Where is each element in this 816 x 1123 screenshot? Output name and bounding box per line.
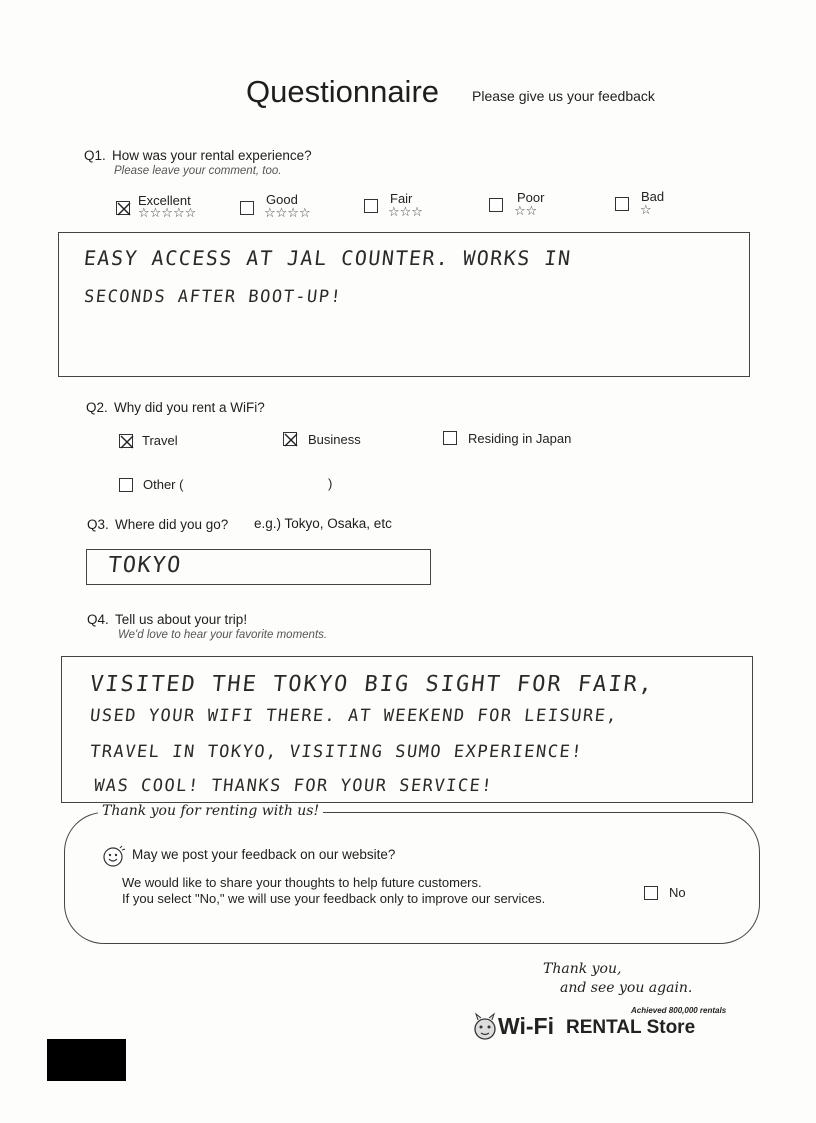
q4-answer-line-3: TRAVEL IN TOKYO, VISITING SUMO EXPERIENCE! xyxy=(88,742,584,762)
logo-rental-store: RENTAL Store xyxy=(566,1017,696,1038)
consent-no-checkbox[interactable] xyxy=(644,886,658,900)
handwritten-thanks-note: Thank you for renting with us! xyxy=(98,803,323,819)
consent-no-label: No xyxy=(669,885,686,900)
q1-excellent-label: Excellent xyxy=(138,193,191,208)
logo-tagline: Achieved 800,000 rentals xyxy=(631,1006,727,1015)
q4-answer-line-2: USED YOUR WIFI THERE. AT WEEKEND FOR LEISURE, xyxy=(88,706,620,726)
q2-travel-checkbox[interactable] xyxy=(119,434,133,448)
q1-hint: Please leave your comment, too. xyxy=(114,165,282,177)
page-title: Questionnaire xyxy=(246,74,440,109)
consent-line-2: If you select "No," we will use your feedback only to improve our services. xyxy=(122,891,546,906)
q3-question: Where did you go? xyxy=(115,517,229,532)
q1-bad-stars: ☆ xyxy=(640,203,652,218)
q1-fair-checkbox[interactable] xyxy=(364,199,378,213)
q1-poor-label: Poor xyxy=(517,190,545,205)
q1-comment-line-1: EASY ACCESS AT JAL COUNTER. WORKS IN xyxy=(82,246,573,270)
q3-answer: TOKYO xyxy=(106,553,184,578)
q2-residing-label: Residing in Japan xyxy=(468,431,572,446)
q3-example: e.g.) Tokyo, Osaka, etc xyxy=(254,516,392,531)
logo-wifi: Wi-Fi xyxy=(498,1013,554,1039)
smiley-face-icon xyxy=(100,844,126,868)
redaction-block xyxy=(47,1039,126,1081)
q1-bad-checkbox[interactable] xyxy=(615,197,629,211)
q1-excellent-checkbox[interactable] xyxy=(116,201,130,215)
q4-number: Q4. xyxy=(87,612,109,627)
q4-question: Tell us about your trip! xyxy=(115,612,248,627)
q1-fair-label: Fair xyxy=(390,191,413,206)
q1-fair-stars: ☆☆☆ xyxy=(388,205,423,220)
q2-residing-checkbox[interactable] xyxy=(443,431,457,445)
q4-hint: We'd love to hear your favorite moments. xyxy=(118,629,328,641)
consent-question: May we post your feedback on our website? xyxy=(132,847,396,862)
q1-good-checkbox[interactable] xyxy=(240,201,254,215)
q1-bad-label: Bad xyxy=(641,189,665,204)
q4-answer-line-4: WAS COOL! THANKS FOR YOUR SERVICE! xyxy=(92,776,495,796)
handwritten-thank-you: Thank you, xyxy=(543,961,622,977)
check-x-icon xyxy=(119,434,135,450)
q2-question: Why did you rent a WiFi? xyxy=(114,400,265,415)
q2-other-close: ) xyxy=(328,476,333,491)
q2-other-checkbox[interactable] xyxy=(119,478,133,492)
q2-business-label: Business xyxy=(308,432,361,447)
q1-number: Q1. xyxy=(84,148,106,163)
q1-good-stars: ☆☆☆☆ xyxy=(264,206,311,221)
page-subtitle: Please give us your feedback xyxy=(472,88,655,104)
q2-business-checkbox[interactable] xyxy=(283,432,297,446)
q3-number: Q3. xyxy=(87,517,109,532)
check-x-icon xyxy=(116,201,132,217)
check-x-icon xyxy=(283,432,299,448)
q1-excellent-stars: ☆☆☆☆☆ xyxy=(138,206,197,221)
q2-other-label: Other ( xyxy=(143,477,184,492)
q2-number: Q2. xyxy=(86,400,108,415)
mascot-logo-icon xyxy=(472,1012,498,1042)
handwritten-see-you-again: and see you again. xyxy=(560,980,693,996)
q4-answer-line-1: VISITED THE TOKYO BIG SIGHT FOR FAIR, xyxy=(88,672,656,697)
q2-travel-label: Travel xyxy=(142,433,178,448)
q1-question: How was your rental experience? xyxy=(112,148,312,163)
q1-good-label: Good xyxy=(266,192,298,207)
q1-poor-checkbox[interactable] xyxy=(489,198,503,212)
q1-comment-line-2: SECONDS AFTER BOOT-UP! xyxy=(82,287,344,307)
q1-poor-stars: ☆☆ xyxy=(514,204,538,219)
consent-line-1: We would like to share your thoughts to help future customers. xyxy=(122,875,482,890)
